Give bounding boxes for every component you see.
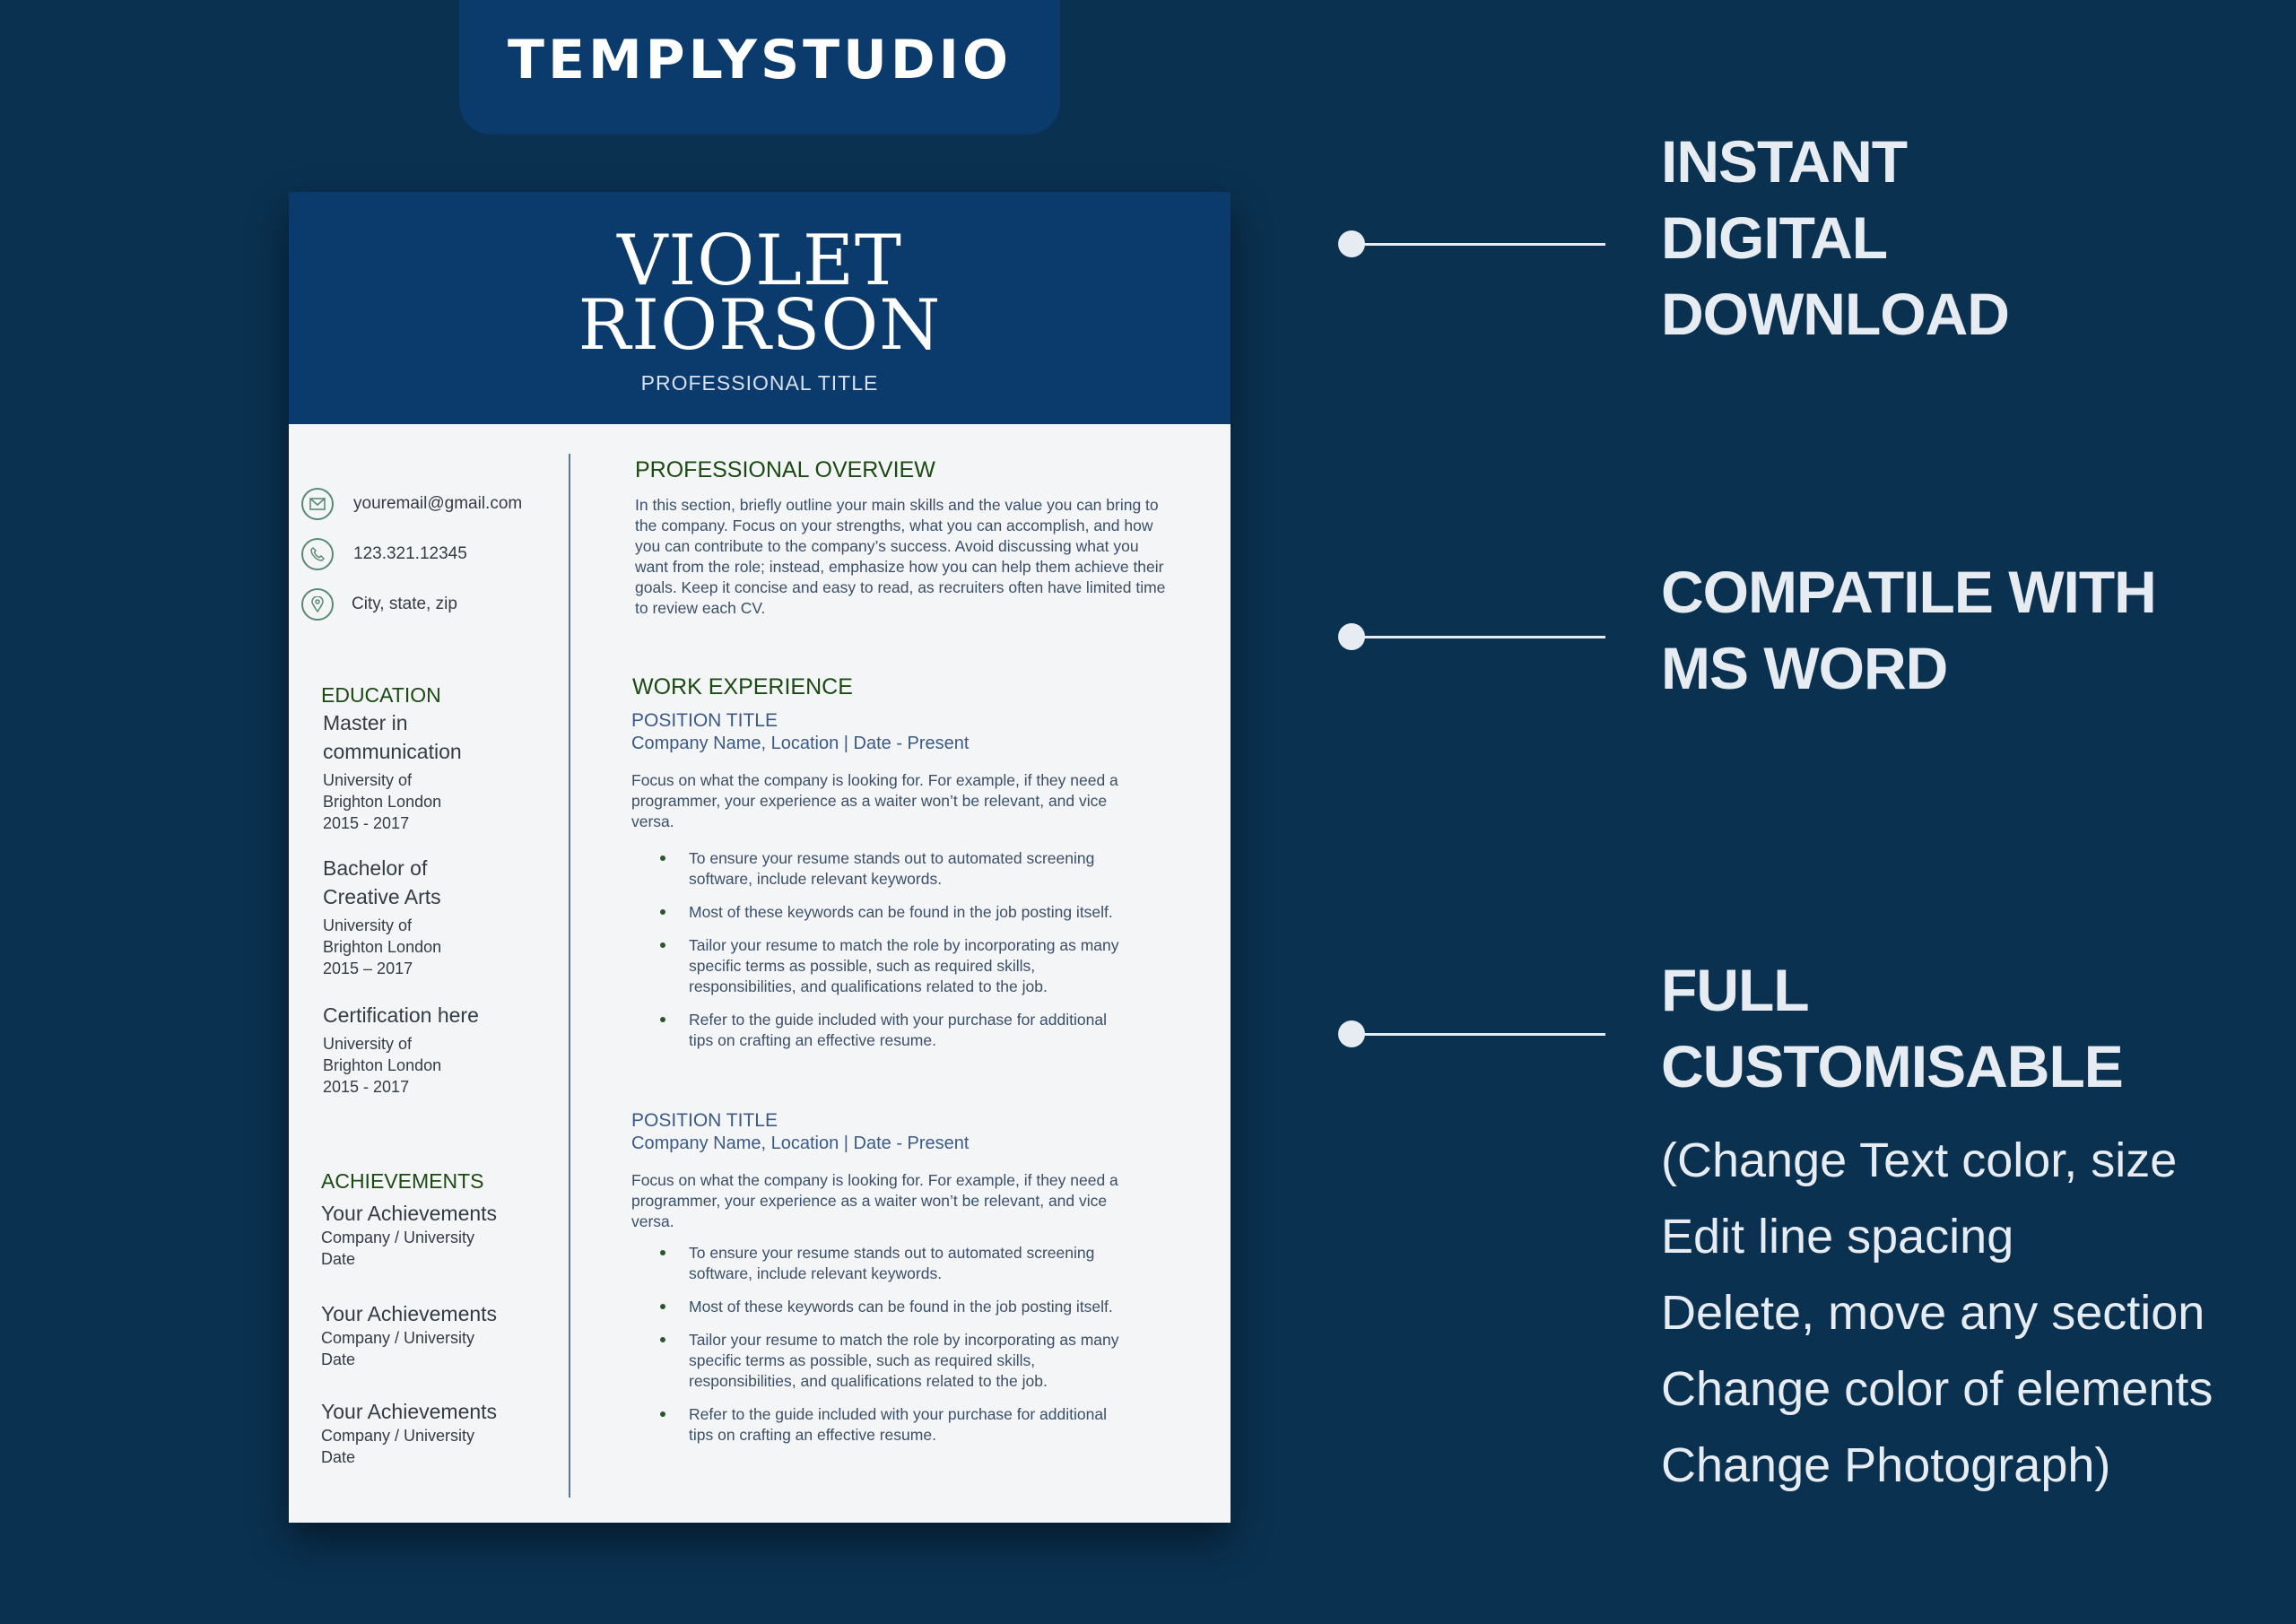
overview-title: PROFESSIONAL OVERVIEW [635,457,935,482]
position-description: Focus on what the company is looking for. For example, if they need a programmer, your experience as a waiter won’t be relevant, and vice versa. [631,1171,1118,1230]
school-line: University of [323,1035,413,1053]
achievement-title: Your Achievements [321,1302,498,1325]
achievement-org: Company / University [321,1329,475,1347]
contact-email [301,486,522,522]
feature-customisable [1661,952,2123,1105]
position-entry [631,710,1187,1064]
work-experience-title: WORK EXPERIENCE [632,674,853,699]
achievement-date: Date [321,1350,356,1368]
feature-instant-download [1661,124,2009,352]
education-entry [323,1001,538,1098]
bullet-item: Most of these keywords can be found in the job posting itself. [631,1297,1134,1317]
position-company: Company Name, Location | Date - Present [631,734,970,753]
achievement-date: Date [321,1448,356,1466]
feature-dot [1338,1020,1365,1047]
feature-connector [1349,1033,1605,1036]
achievements-title: ACHIEVEMENTS [321,1169,484,1193]
bullet-item: To ensure your resume stands out to automated screening software, include relevant keywords. [631,848,1134,890]
position-title: POSITION TITLE [631,710,778,731]
feature-line-text: COMPATILE WITH [1661,559,2156,625]
bullet-item: To ensure your resume stands out to automated screening software, include relevant keywords. [631,1243,1134,1284]
bullet-item: Tailor your resume to match the role by incorporating as many specific terms as possible, such as required skills, responsibilities, and qualifications related to the job. [631,1330,1134,1392]
mail-icon [301,488,334,520]
education-title: EDUCATION [321,683,441,707]
note-line: (Change Text color, size [1661,1133,2178,1187]
bullet-item: Most of these keywords can be found in the job posting itself. [631,902,1134,923]
achievement-title: Your Achievements [321,1400,498,1423]
brand-tab [459,0,1060,135]
resume-header [289,192,1231,424]
feature-line-text: DOWNLOAD [1661,281,2009,347]
feature-dot [1338,230,1365,257]
feature-dot [1338,623,1365,650]
customisation-notes [1661,1123,2213,1504]
degree-line: communication [323,740,462,763]
email-text: youremail@gmail.com [353,494,523,513]
education-entry [323,854,538,979]
column-divider [569,454,570,1498]
school-line: Brighton London [323,793,442,811]
achievement-entry [321,1398,554,1468]
note-line: Delete, move any section [1661,1286,2205,1340]
feature-connector [1349,636,1605,638]
education-dates: 2015 – 2017 [323,960,413,977]
note-line: Change Photograph) [1661,1438,2111,1492]
position-entry [631,1110,1187,1458]
phone-text: 123.321.12345 [353,544,467,563]
bullet-item: Refer to the guide included with your purchase for additional tips on crafting an effective resume. [631,1404,1134,1446]
first-name: VIOLET [617,221,902,301]
position-bullets [631,1243,1134,1446]
achievement-entry [321,1200,554,1270]
position-company: Company Name, Location | Date - Present [631,1133,970,1153]
feature-line-text: MS WORD [1661,635,1948,701]
education-dates: 2015 - 2017 [323,814,410,832]
degree-line: Creative Arts [323,885,441,908]
education-dates: 2015 - 2017 [323,1078,410,1096]
note-line: Edit line spacing [1661,1210,2014,1264]
feature-ms-word [1661,554,2156,707]
location-pin-icon [301,588,334,621]
school-line: University of [323,771,413,789]
position-title: POSITION TITLE [631,1110,778,1131]
last-name: RIORSON [578,285,942,366]
degree-line: Master in [323,711,408,734]
brand-logo-text: TEMPLYSTUDIO [508,29,1012,91]
position-description: Focus on what the company is looking for. For example, if they need a programmer, your experience as a waiter won’t be relevant, and vice versa. [631,771,1118,830]
school-line: Brighton London [323,1056,442,1074]
degree-line: Bachelor of [323,856,428,880]
feature-line-text: DIGITAL [1661,204,1888,271]
achievement-date: Date [321,1250,356,1268]
contact-location [301,586,457,622]
achievement-entry [321,1300,554,1370]
school-line: Brighton London [323,938,442,956]
note-line: Change color of elements [1661,1362,2213,1416]
feature-line-text: INSTANT [1661,128,1908,195]
achievement-title: Your Achievements [321,1202,498,1225]
feature-connector [1349,243,1605,246]
contact-phone [301,536,467,572]
position-bullets [631,848,1134,1051]
resume-page [289,192,1231,1523]
phone-icon [301,538,334,570]
achievement-org: Company / University [321,1427,475,1445]
feature-line-text: FULL [1661,957,1809,1023]
achievement-org: Company / University [321,1229,475,1246]
location-text: City, state, zip [352,595,457,613]
school-line: University of [323,916,413,934]
degree-line: Certification here [323,1003,479,1027]
professional-title: PROFESSIONAL TITLE [640,371,879,395]
feature-line-text: CUSTOMISABLE [1661,1033,2123,1099]
education-entry [323,708,538,834]
bullet-item: Refer to the guide included with your purchase for additional tips on crafting an effective resume. [631,1010,1134,1051]
overview-text: In this section, briefly outline your main skills and the value you can bring to the company. Focus on your strengths, what you can accomplish, and how you can contribute to the company’s success. Avoid discussing what you want from the role; instead, emphasize how you can help them achieve their goals. Keep it concise and easy to read, as recruiters often have limited time to review each CV. [635,496,1166,617]
bullet-item: Tailor your resume to match the role by incorporating as many specific terms as possible, such as required skills, responsibilities, and qualifications related to the job. [631,935,1134,997]
